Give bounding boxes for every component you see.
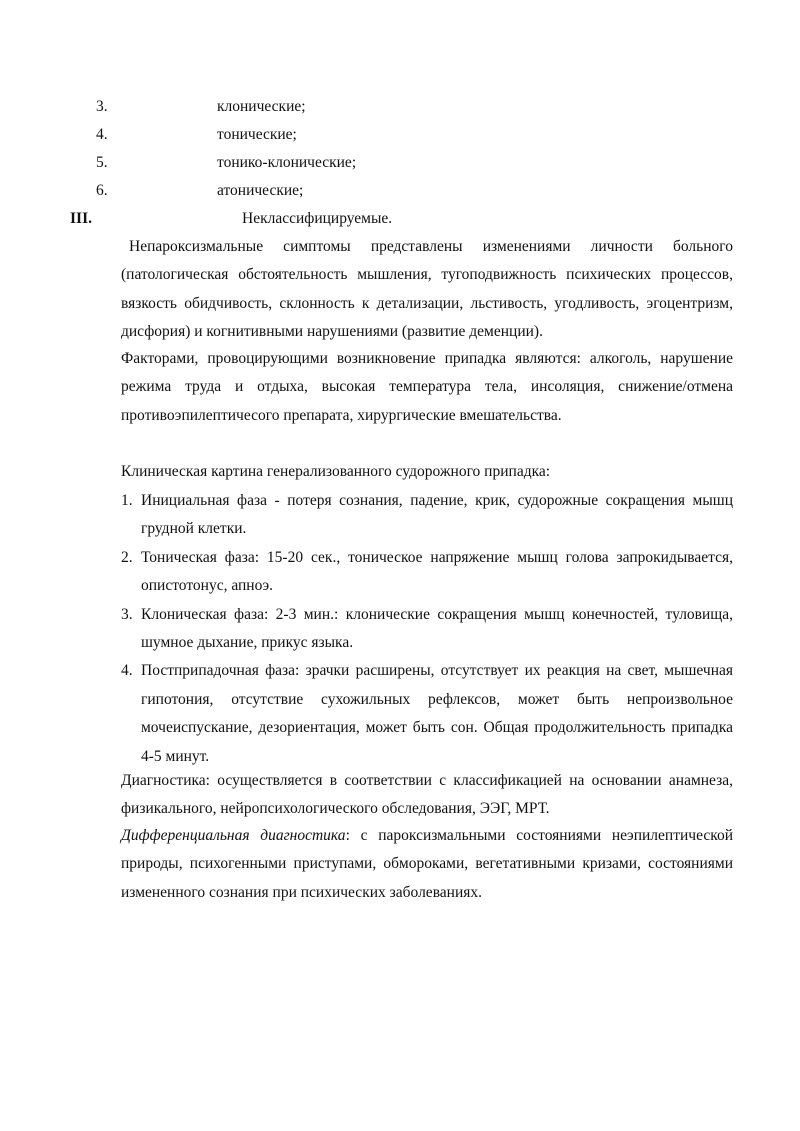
list-item-number: 2. — [121, 548, 133, 566]
section-heading: Неклассифицируемые. — [242, 210, 393, 227]
list-item-text: Постприпадочная фаза: зрачки расширены, отсутствует их реакция на свет, мышечная гипотония, отсутствие сухожильных рефлексов, может быть непроизвольное мочеиспускание, дезориентация, может быть сон. Общая продолжительность припадка 4-5 минут. — [141, 662, 733, 765]
sublist-number: 5. — [96, 154, 108, 171]
list-item — [121, 544, 733, 601]
paragraph-nonparoxysmal-symptoms: Непароксизмальные симптомы представлены изменениями личности больного (патологическая обстоятельность мышления, тугоподвижность психических процессов, вязкость обидчивость, склонность к детализации, льстивость, угодливость, эгоцентризм, дисфория) и когнитивными нарушениями (развитие деменции). — [121, 238, 733, 341]
sublist-number: 6. — [96, 182, 108, 199]
differential-text: : с пароксизмальными состояниями неэпилептической природы, психогенными приступами, обмороками, вегетативными кризами, состояниями измененного сознания при психических заболеваниях. — [121, 827, 734, 901]
seizure-phases-list — [121, 487, 733, 771]
sublist-item: атонические; — [217, 182, 304, 199]
differential-label: Дифференциальная диагностика — [121, 827, 346, 844]
list-item-number: 1. — [121, 492, 133, 509]
section-number: III. — [70, 210, 92, 227]
paragraph-provoking-factors: Факторами, провоцирующими возникновение припадка являются: алкоголь, нарушение режима труда и отдыха, высокая температура тела, инсоляция, снижение/отмена противоэпилептичесого препарата, хирургические вмешательства. — [121, 350, 733, 424]
paragraph-differential-diagnostics — [121, 822, 733, 907]
sublist-number: 3. — [96, 98, 108, 115]
list-item — [121, 601, 733, 658]
sublist-number: 4. — [96, 126, 108, 143]
list-item-text: Инициальная фаза - потеря сознания, падение, крик, судорожные сокращения мышц грудной клетки. — [141, 492, 733, 538]
sublist-item: тонические; — [217, 126, 297, 143]
list-item-text: Клоническая фаза: 2-3 мин.: клонические сокращения мышц конечностей, туловища, шумное дыхание, прикус языка. — [141, 605, 733, 652]
sublist-item: тонико-клонические; — [217, 154, 357, 171]
list-item — [121, 657, 733, 771]
list-item-text: Тоническая фаза: 15-20 сек., тоническое напряжение мышц голова запрокидывается, опистотонус, апноэ. — [141, 548, 733, 595]
list-item-number: 4. — [121, 662, 133, 680]
list-item-number: 3. — [121, 605, 133, 623]
list-item — [121, 487, 733, 544]
paragraph-diagnostics: Диагностика: осуществляется в соответствии с классификацией на основании анамнеза, физикального, нейропсихологического обследования, ЭЭГ, МРТ. — [121, 772, 733, 818]
clinical-picture-heading: Клиническая картина генерализованного судорожного припадка: — [121, 463, 551, 480]
sublist-item: клонические; — [217, 98, 306, 115]
